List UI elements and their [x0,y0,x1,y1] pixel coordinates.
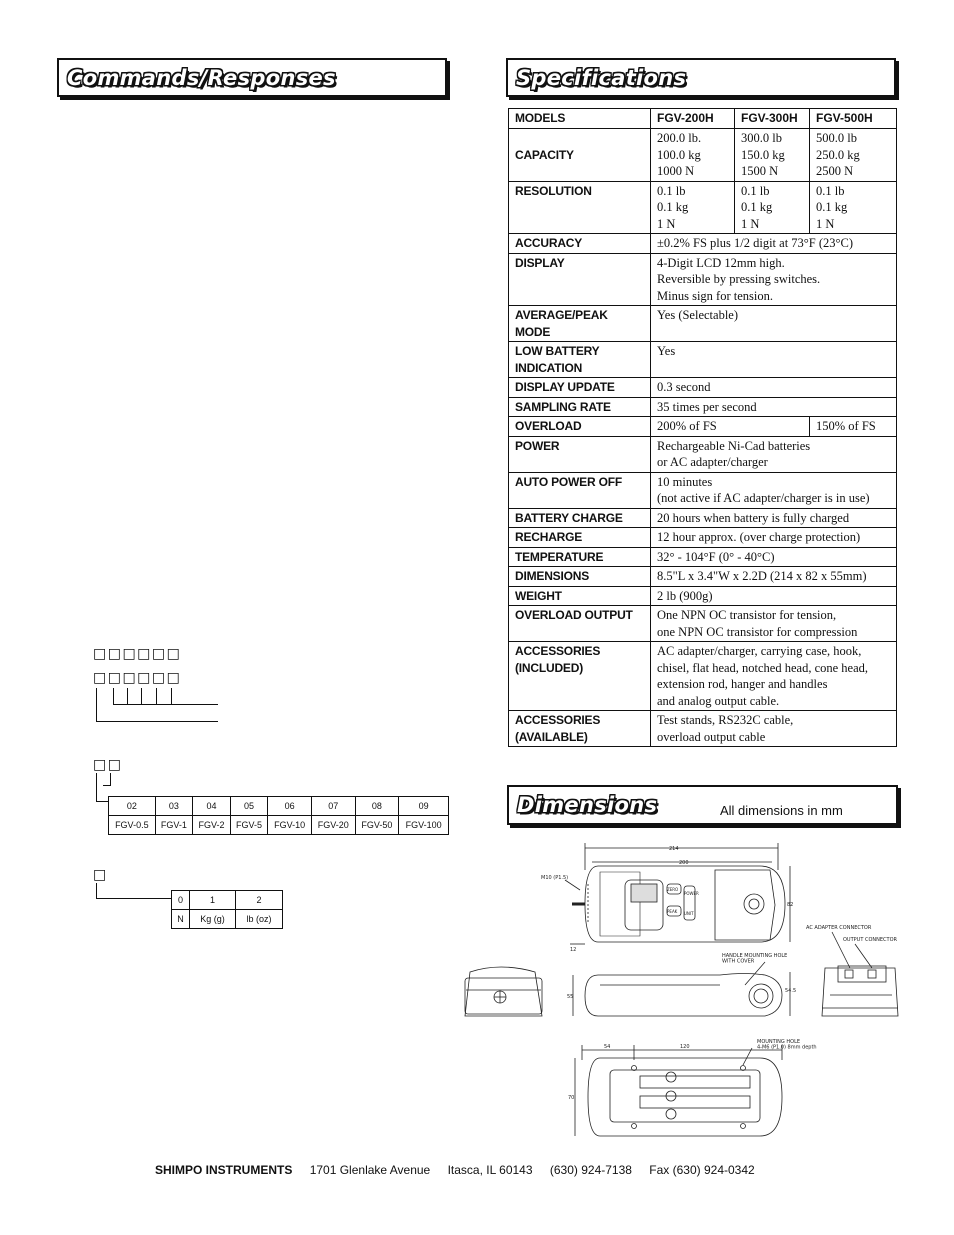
resolution-value: 0.1 lb 0.1 kg 1 N [810,181,897,234]
left-end-view-drawing [465,967,542,1016]
recharge-label: RECHARGE [509,528,651,548]
ac-adapter-connector-label: AC ADAPTER CONNECTOR [806,925,872,931]
model-code: 09 [399,797,449,816]
auto-power-off-label: AUTO POWER OFF [509,472,651,508]
overload-output-value: One NPN OC transistor for tension, one NPN OC transistor for compression [651,606,897,642]
dim-214-label: 214 [669,846,679,852]
model-name: FGV-1 [155,816,193,835]
model-name: FGV-0.5 [109,816,156,835]
accessories-included-label: ACCESSORIES (INCLUDED) [509,642,651,711]
low-battery-value: Yes [651,342,897,378]
accuracy-label: ACCURACY [509,234,651,254]
dimensions-note: All dimensions in mm [720,803,843,818]
phone-number: (630) 924-7138 [549,1163,632,1177]
battery-charge-value: 20 hours when battery is fully charged [651,508,897,528]
capacity-label: CAPACITY [509,129,651,182]
sampling-rate-label: SAMPLING RATE [509,397,651,417]
dim-54-label: 54 [604,1044,611,1050]
accessories-available-value: Test stands, RS232C cable, overload output cable [651,711,897,747]
accessories-included-value: AC adapter/charger, carrying case, hook, chisel, flat head, notched head, cone head, extension rod, hanger and handles and analog output cable. [651,642,897,711]
resolution-label: RESOLUTION [509,181,651,234]
temperature-value: 32° - 104°F (0° - 40°C) [651,547,897,567]
power-value: Rechargeable Ni-Cad batteries or AC adapter/charger [651,436,897,472]
model-fgv-200h: FGV-200H [651,109,735,129]
display-value: 4-Digit LCD 12mm high. Reversible by pressing switches. Minus sign for tension. [651,253,897,306]
capacity-value: 500.0 lb 250.0 kg 2500 N [810,129,897,182]
model-code: 06 [268,797,312,816]
dimensions-title: Dimensions [517,793,658,817]
average-peak-label: AVERAGE/PEAK MODE [509,306,651,342]
overload-value-500h: 150% of FS [810,417,897,437]
accessories-available-label: ACCESSORIES (AVAILABLE) [509,711,651,747]
handle-mounting-hole-label: HANDLE MOUNTING HOLE WITH COVER [722,953,788,965]
accuracy-value: ±0.2% FS plus 1/2 digit at 73°F (23°C) [651,234,897,254]
fax-number: Fax (630) 924-0342 [649,1163,755,1177]
power-button-label: POWER [684,891,699,896]
dim-120-label: 120 [680,1044,690,1050]
model-name: FGV-100 [399,816,449,835]
thread-label: M10 (P1.5) [541,875,569,881]
model-fgv-300h: FGV-300H [735,109,810,129]
recharge-value: 12 hour approx. (over charge protection) [651,528,897,548]
temperature-label: TEMPERATURE [509,547,651,567]
dim-70-label: 70 [568,1095,575,1101]
output-connector-label: OUTPUT CONNECTOR [843,937,897,943]
dim-55-label: 55 [567,994,574,1000]
overload-output-label: OVERLOAD OUTPUT [509,606,651,642]
unit-code: 2 [236,891,283,910]
display-update-value: 0.3 second [651,378,897,398]
unit-name: N [172,910,190,929]
model-fgv-500h: FGV-500H [810,109,897,129]
overload-value: 200% of FS [651,417,810,437]
dim-82-label: 82 [787,902,794,908]
overload-label: OVERLOAD [509,417,651,437]
mounting-hole-label: MOUNTING HOLE 4-M6 (P1.0) 8mm depth [757,1039,817,1051]
model-code: 04 [193,797,231,816]
display-update-label: DISPLAY UPDATE [509,378,651,398]
capacity-value: 200.0 lb. 100.0 kg 1000 N [651,129,735,182]
model-code: 07 [311,797,355,816]
unit-code: 1 [189,891,235,910]
resolution-value: 0.1 lb 0.1 kg 1 N [735,181,810,234]
response-boxes: □□□□□□ [93,670,182,686]
dim-12-label: 12 [570,947,577,953]
battery-charge-label: BATTERY CHARGE [509,508,651,528]
model-name: FGV-20 [311,816,355,835]
capacity-value: 300.0 lb 150.0 kg 1500 N [735,129,810,182]
model-name: FGV-10 [268,816,312,835]
models-label: MODELS [509,109,651,129]
sampling-rate-value: 35 times per second [651,397,897,417]
top-view-drawing [565,843,790,944]
resolution-value: 0.1 lb 0.1 kg 1 N [651,181,735,234]
dim-54-5-label: 54.5 [785,988,797,994]
dim-200-label: 200 [679,860,689,866]
unit-button-label: UNIT [684,911,694,916]
weight-value: 2 lb (900g) [651,586,897,606]
model-code-boxes: □□ [93,757,123,773]
city-address: Itasca, IL 60143 [447,1163,533,1177]
model-code: 08 [355,797,399,816]
bottom-view-drawing [575,1045,782,1136]
command-boxes: □□□□□□ [93,646,182,662]
model-name: FGV-50 [355,816,399,835]
display-label: DISPLAY [509,253,651,306]
right-end-view-drawing [822,932,898,1016]
peak-button-label: PEAK [667,909,678,914]
street-address: 1701 Glenlake Avenue [309,1163,431,1177]
dimensions-value: 8.5"L x 3.4"W x 2.2D (214 x 82 x 55mm) [651,567,897,587]
model-code: 05 [230,797,268,816]
company-name: SHIMPO INSTRUMENTS [155,1163,293,1177]
power-label: POWER [509,436,651,472]
zero-button-label: ZERO [667,887,679,892]
unit-name: lb (oz) [236,910,283,929]
model-name: FGV-2 [193,816,231,835]
unit-name: Kg (g) [189,910,235,929]
average-peak-value: Yes (Selectable) [651,306,897,342]
commands-responses-title: Commands/Responses [67,66,336,90]
auto-power-off-value: 10 minutes (not active if AC adapter/charger is in use) [651,472,897,508]
side-view-drawing [573,962,790,1016]
model-code: 02 [109,797,156,816]
unit-code-box: □ [93,867,108,883]
model-name: FGV-5 [230,816,268,835]
weight-label: WEIGHT [509,586,651,606]
low-battery-label: LOW BATTERY INDICATION [509,342,651,378]
unit-code: 0 [172,891,190,910]
model-code: 03 [155,797,193,816]
footer [155,1163,755,1177]
specifications-title: Specifications [516,66,687,90]
dimensions-label: DIMENSIONS [509,567,651,587]
